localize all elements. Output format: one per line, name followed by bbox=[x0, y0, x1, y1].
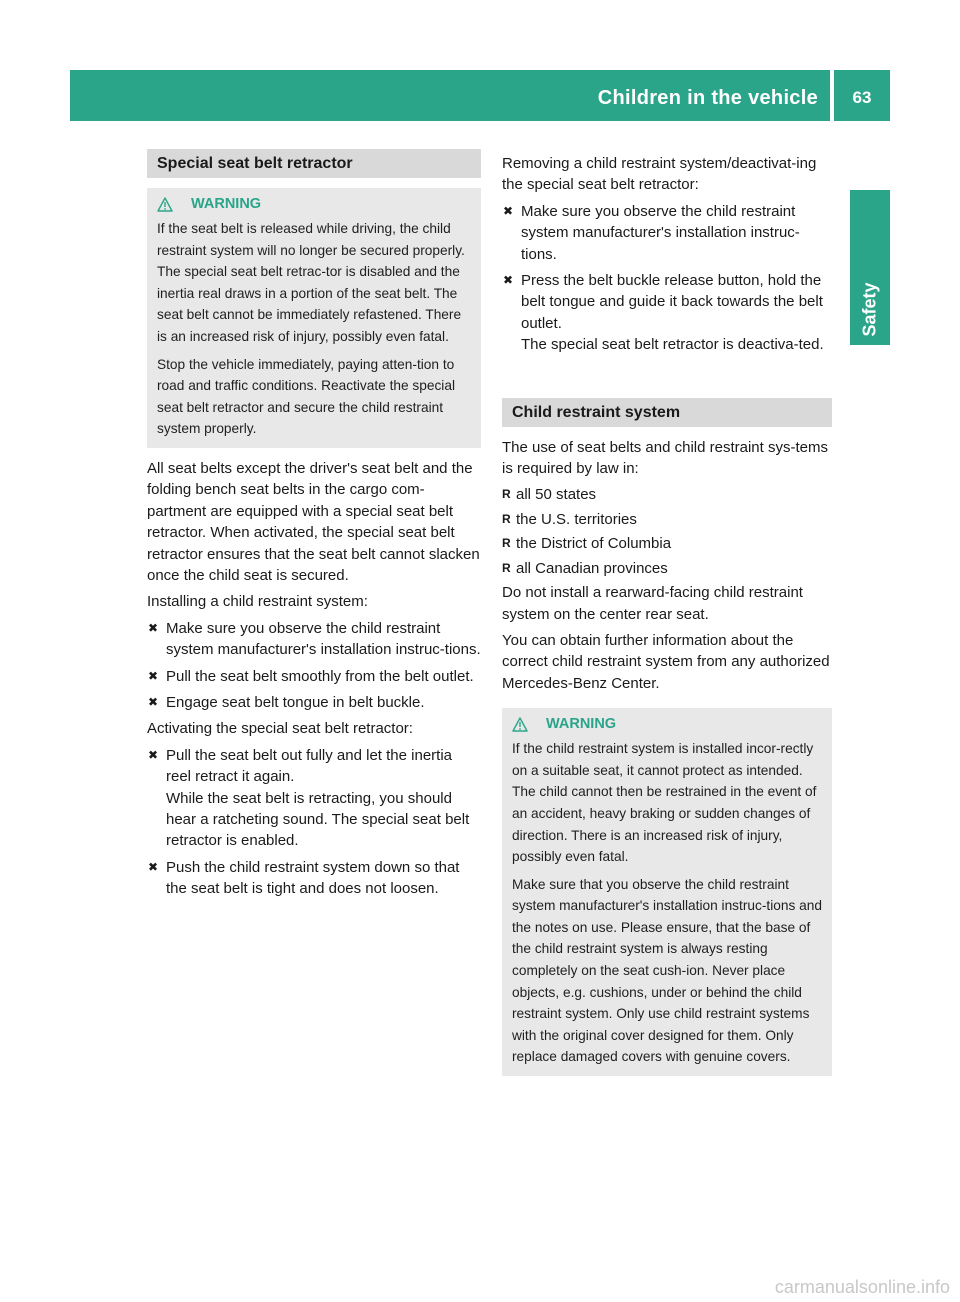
warning-paragraph: Stop the vehicle immediately, paying atten-tion to road and traffic conditions. Reactivate the special seat belt retractor and secure the child restraint system properly. bbox=[157, 356, 456, 437]
instruction-step bbox=[147, 745, 481, 852]
step-text: Pull the seat belt smoothly from the belt outlet. bbox=[166, 667, 474, 685]
left-column bbox=[147, 149, 481, 905]
section-title-child-restraint: Child restraint system bbox=[502, 398, 832, 427]
warning-title-text: WARNING bbox=[546, 716, 617, 733]
section-title-special-retractor: Special seat belt retractor bbox=[147, 149, 481, 178]
section-side-tab-label: Safety bbox=[859, 281, 880, 337]
instruction-step bbox=[147, 692, 481, 713]
bullet-mark: R bbox=[502, 487, 511, 502]
list-item bbox=[502, 484, 832, 505]
warning-paragraph: If the seat belt is released while driving, the child restraint system will no longer be secured properly. The special seat belt retrac-tor is disabled and the inertia real draws in a portion of the seat belt. The seat belt cannot be immediately refastened. There is an increased risk of injury, possibly even fatal. bbox=[157, 221, 465, 344]
step-text: Make sure you observe the child restraint system manufacturer's installation instruc-tions. bbox=[166, 619, 481, 659]
step-text: Press the belt buckle release button, hold the belt tongue and guide it back towards the belt outlet. bbox=[521, 272, 823, 332]
warning-box-retractor bbox=[147, 188, 481, 448]
section-side-tab-label-wrap bbox=[850, 274, 890, 344]
page-number: 63 bbox=[852, 88, 872, 107]
step-text: Pull the seat belt out fully and let the inertia reel retract it again. bbox=[166, 746, 453, 786]
warning-title bbox=[157, 196, 471, 212]
list-item bbox=[502, 533, 832, 554]
step-arrow-icon: ✖ bbox=[503, 203, 514, 218]
activating-label: Activating the special seat belt retractor: bbox=[147, 720, 413, 738]
warning-paragraph: Make sure that you observe the child restraint system manufacturer's installation instruc-tions and the notes on use. Please ensure, that the base of the child restraint system is always resting completely on the seat cush-ion. Never place objects, e.g. cushions, under or behind the child restraint system. Only use child restraint systems with the original cover designed for them. Only replace damaged covers with genuine covers. bbox=[512, 876, 822, 1065]
removing-label: Removing a child restraint system/deactivat-ing the special seat belt retractor: bbox=[502, 155, 817, 194]
step-text: Engage seat belt tongue in belt buckle. bbox=[166, 694, 425, 711]
chapter-header-bar bbox=[70, 70, 890, 121]
warning-title bbox=[512, 716, 822, 732]
list-item-text: the District of Columbia bbox=[516, 535, 672, 553]
warning-box-child-restraint bbox=[502, 708, 832, 1076]
instruction-step bbox=[147, 618, 481, 661]
instruction-step bbox=[502, 201, 832, 265]
list-item bbox=[502, 558, 832, 579]
step-arrow-icon: ✖ bbox=[148, 859, 159, 874]
intro-paragraph: All seat belts except the driver's seat belt and the folding bench seat belts in the cargo com-partment are equipped with a special seat belt retractor. When activated, the special seat belt retractor ensures that the seat belt cannot slacken once the child seat is secured. bbox=[147, 459, 480, 584]
step-arrow-icon: ✖ bbox=[148, 620, 159, 635]
info-paragraph: You can obtain further information about the correct child restraint system from any authorized Mercedes-Benz Center. bbox=[502, 631, 830, 692]
law-intro: The use of seat belts and child restraint sys-tems is required by law in: bbox=[502, 438, 828, 478]
site-watermark: carmanualsonline.info bbox=[774, 1277, 950, 1297]
step-text: Push the child restraint system down so that the seat belt is tight and does not loosen. bbox=[166, 858, 460, 898]
rearward-note: Do not install a rearward-facing child restraint system on the center rear seat. bbox=[502, 584, 803, 623]
instruction-step bbox=[147, 857, 481, 900]
list-item-text: all 50 states bbox=[516, 486, 597, 504]
warning-paragraph: If the child restraint system is installed incor-rectly on a suitable seat, it cannot protect as intended. The child cannot then be restrained in the event of an accident, heavy braking or sudden changes of direction. There is an increased risk of injury, possibly even fatal. bbox=[512, 741, 817, 865]
right-column bbox=[502, 153, 832, 1086]
step-result: The special seat belt retractor is deactiva-ted. bbox=[521, 336, 824, 354]
instruction-step bbox=[502, 270, 832, 356]
list-item-text: the U.S. territories bbox=[516, 510, 637, 528]
step-text: Make sure you observe the child restraint system manufacturer's installation instruc-tions. bbox=[521, 202, 800, 263]
instruction-step bbox=[147, 666, 481, 687]
step-result: While the seat belt is retracting, you should hear a ratcheting sound. The special seat belt retractor is enabled. bbox=[166, 789, 470, 850]
step-arrow-icon: ✖ bbox=[503, 273, 514, 288]
bullet-mark: R bbox=[502, 511, 511, 526]
list-item-text: all Canadian provinces bbox=[516, 559, 668, 577]
step-arrow-icon: ✖ bbox=[148, 695, 159, 709]
step-arrow-icon: ✖ bbox=[148, 668, 159, 683]
installing-label: Installing a child restraint system: bbox=[147, 593, 368, 611]
warning-triangle-icon bbox=[157, 197, 173, 212]
chapter-title: Children in the vehicle bbox=[597, 87, 818, 109]
warning-triangle-icon bbox=[512, 717, 528, 732]
list-item bbox=[502, 509, 832, 530]
step-arrow-icon: ✖ bbox=[148, 747, 159, 762]
warning-title-text: WARNING bbox=[191, 196, 262, 212]
bullet-mark: R bbox=[502, 560, 511, 575]
bullet-mark: R bbox=[502, 536, 511, 551]
